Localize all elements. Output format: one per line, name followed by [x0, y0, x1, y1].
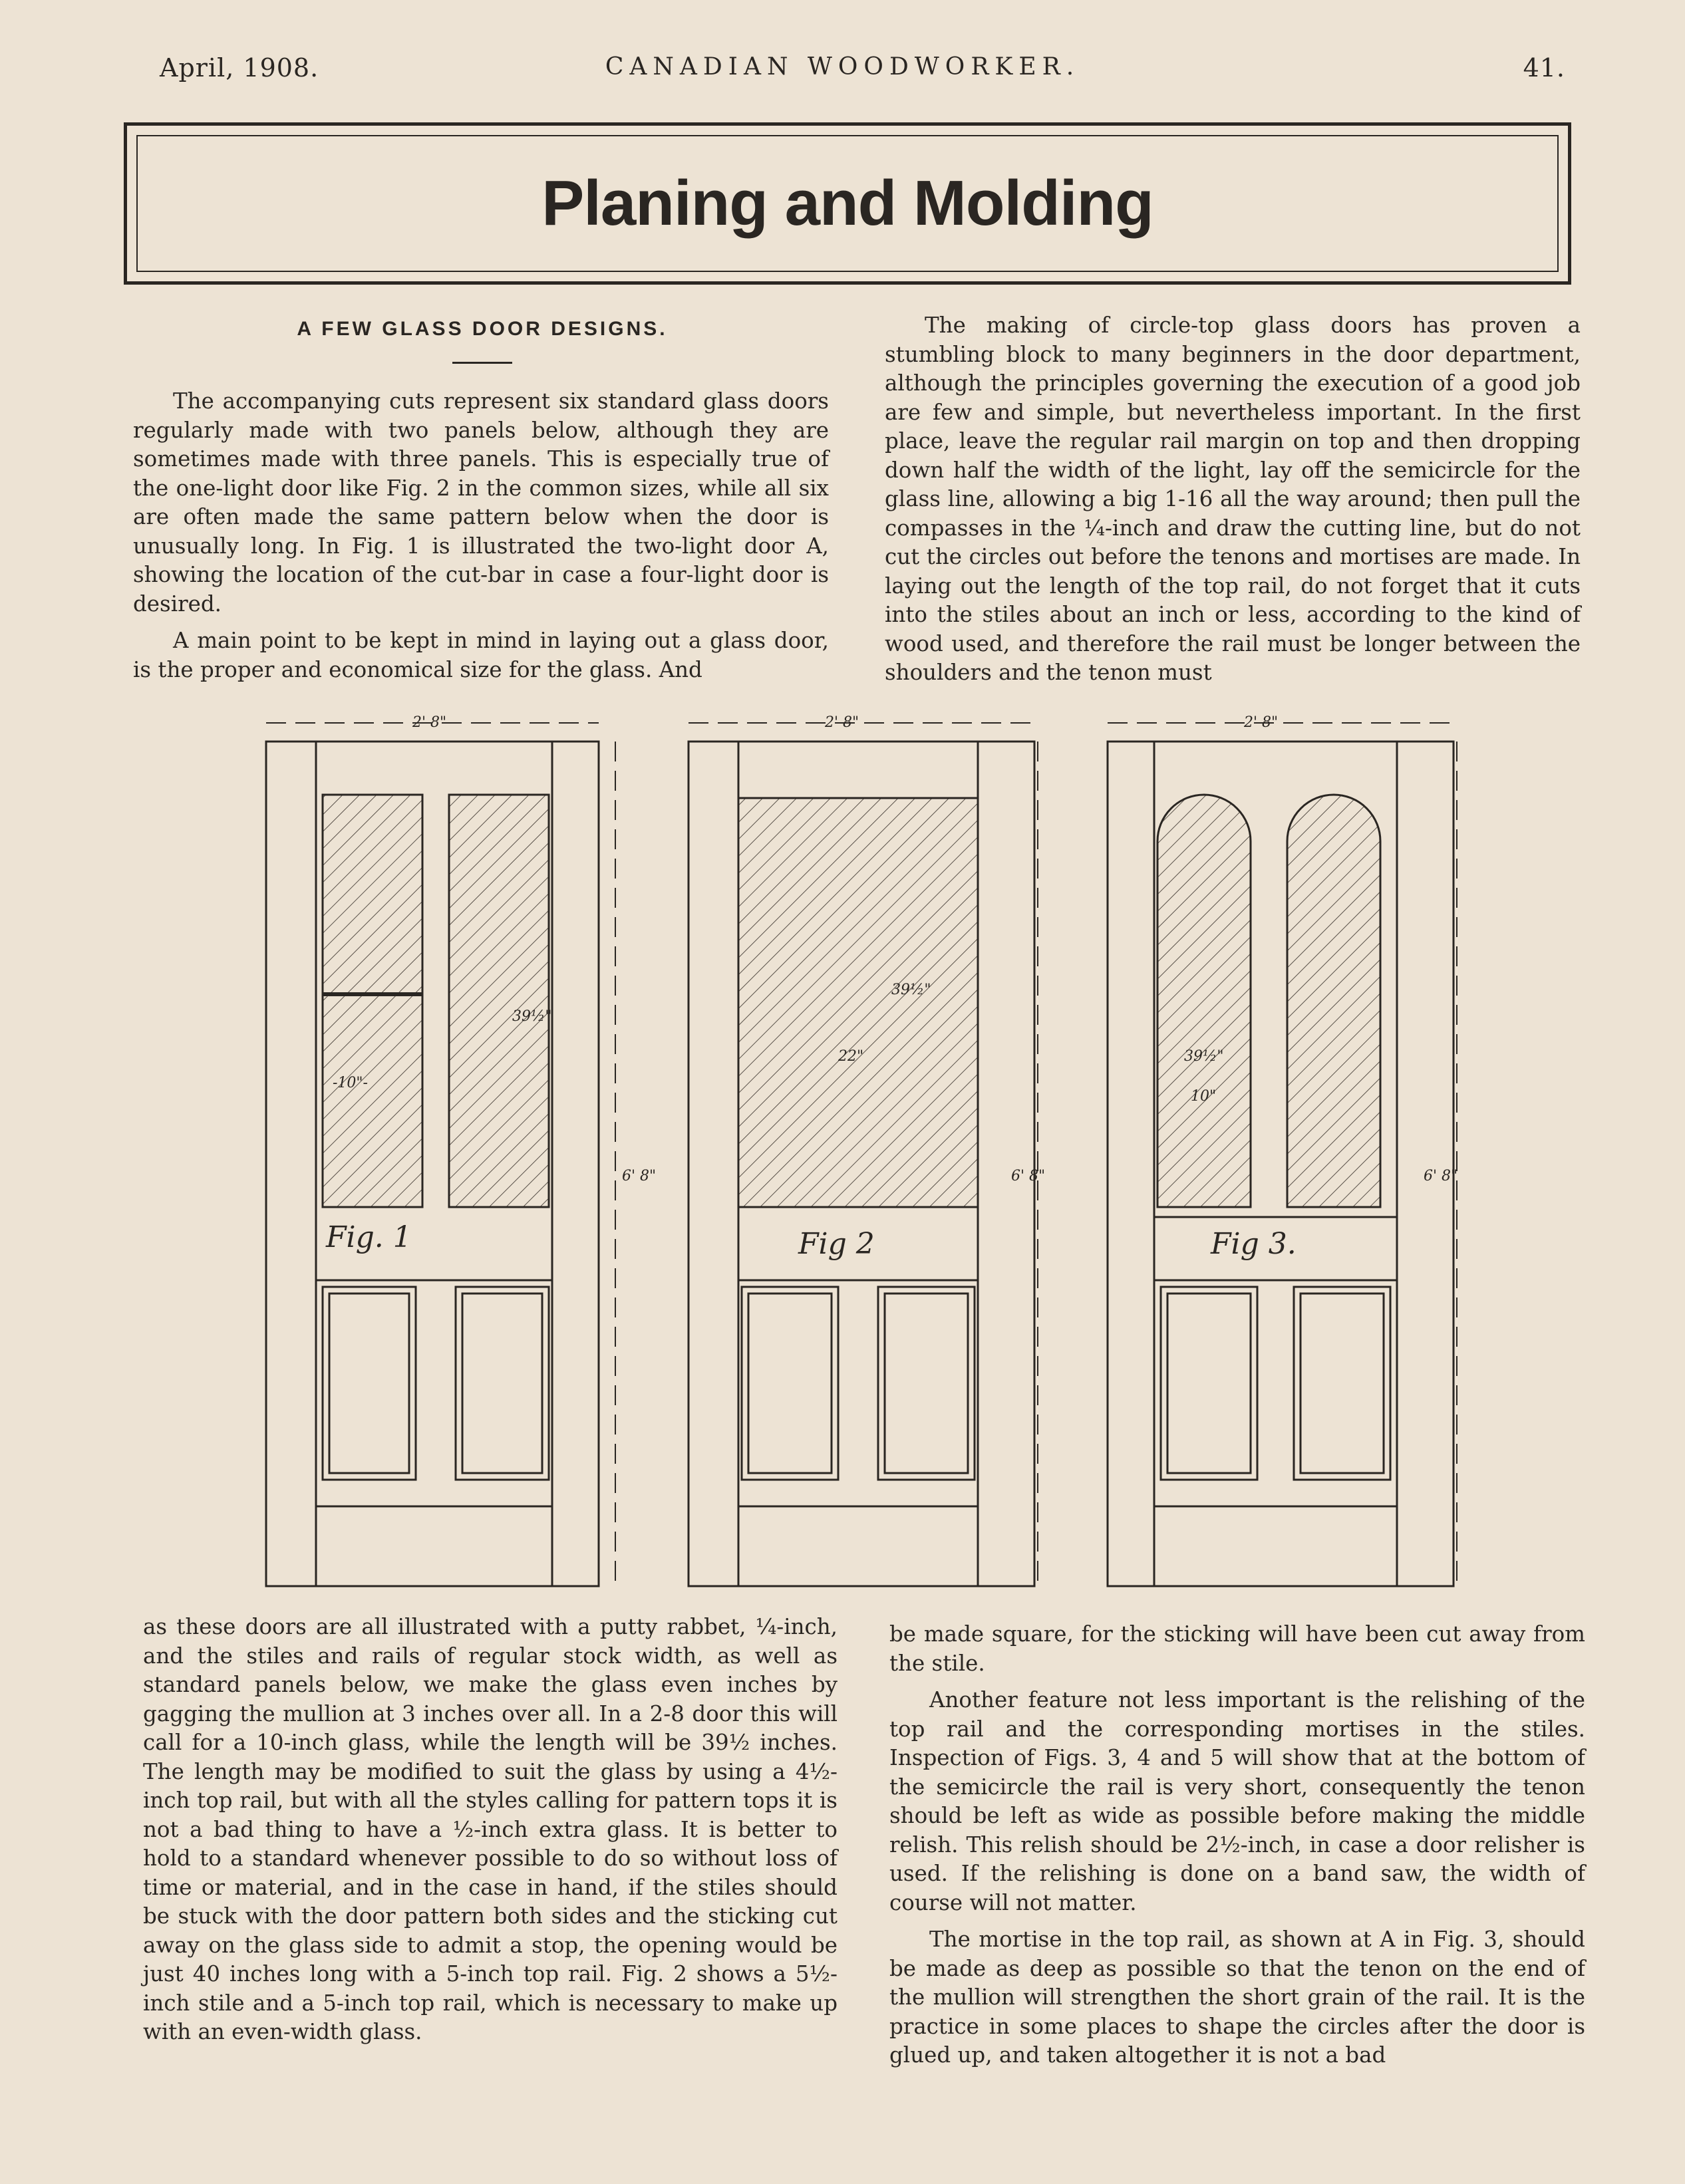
article-heading: A FEW GLASS DOOR DESIGNS.	[297, 318, 668, 340]
paragraph: be made square, for the sticking will have been cut away from the stile.	[889, 1621, 1585, 1676]
article-column-3	[143, 1613, 838, 2055]
fig3-door	[1108, 715, 1457, 1586]
fig1-width: 2' 8"	[412, 715, 447, 731]
section-banner	[124, 122, 1571, 285]
article-column-4	[889, 1620, 1585, 2078]
fig2-width: 2' 8"	[825, 715, 859, 731]
fig1-glass-length: 39½"	[512, 1008, 552, 1025]
door-diagrams	[253, 715, 1463, 1606]
fig2-height: 6' 8"	[1011, 1168, 1046, 1184]
fig2-glass-width: 22"	[838, 1048, 864, 1065]
section-title: Planing and Molding	[541, 168, 1153, 239]
fig2-door	[689, 715, 1045, 1586]
fig1-label: Fig. 1	[326, 1220, 412, 1254]
article-column-2	[885, 311, 1581, 696]
paragraph: A main point to be kept in mind in laying out a glass door, is the proper and economical size for the glass. And	[133, 628, 829, 682]
paragraph: Another feature not less important is the relishing of the top rail and the corresponding mortises in the stiles. Inspection of Figs. 3, 4 and 5 will show that at the bottom of the semicircle the rail is very short, consequently the tenon should be left as wide as possible before making the middle relish. This relish should be 2½-inch, in case a door relisher is used. If the relishing is done on a band saw, the width of course will not matter.	[889, 1687, 1585, 1915]
paragraph: as these doors are all illustrated with a putty rabbet, ¼-inch, and the stiles and rails of regular stock width, as well as standard panels below, we make the glass even inches by gagging the mullion at 3 inches over all. In a 2-8 door this will call for a 10-inch glass, while the length will be 39½ inches. The length may be modified to suit the glass by using a 4½-inch top rail, but with all the styles calling for pattern tops it is not a bad thing to have a ½-inch extra glass. It is better to hold to a standard whenever possible to do so without loss of time or material, and in the case in hand, if the stiles should be stuck with the door pattern both sides and the sticking cut away on the glass side to admit a stop, the opening would be just 40 inches long with a 5-inch top rail. Fig. 2 shows a 5½-inch stile and a 5-inch top rail, which is necessary to make up with an even-width glass.	[143, 1614, 838, 2044]
heading-rule	[452, 362, 512, 364]
article-column-1	[133, 387, 829, 692]
fig1-glass-width: -10"-	[333, 1075, 368, 1091]
fig3-height: 6' 8"	[1424, 1168, 1458, 1184]
fig3-label: Fig 3.	[1211, 1227, 1297, 1261]
paragraph: The accompanying cuts represent six standard glass doors regularly made with two panels below, although they are sometimes made with three panels. This is especially true of the one-light door like Fig. 2 in the common sizes, while all six are often made the same pattern below when the door is unusually long. In Fig. 1 is illustrated the two-light door A, showing the location of the cut-bar in case a four-light door is desired.	[133, 388, 829, 616]
fig1-height: 6' 8"	[622, 1168, 657, 1184]
paragraph: The mortise in the top rail, as shown at A in Fig. 3, should be made as deep as possible so that the tenon on the end of the mullion will strengthen the short grain of the rail. It is the practice in some places to shape the circles after the door is glued up, and taken altogether it is not a bad	[889, 1927, 1585, 2068]
fig1-door	[266, 715, 656, 1586]
fig3-glass-length: 39½"	[1184, 1048, 1224, 1065]
fig3-width: 2' 8"	[1244, 715, 1279, 731]
paragraph: The making of circle-top glass doors has proven a stumbling block to many beginners in the door department, although the principles governing the execution of a good job are few and simple, but nevertheless important. In the first place, leave the regular rail margin on top and then dropping down half the width of the light, lay off the semicircle for the glass line, allowing a big 1-16 all the way around; then pull the compasses in the ¼-inch and draw the cutting line, but do not cut the circles out before the tenons and mortises are made. In laying out the length of the top rail, do not forget that it cuts into the stiles about an inch or less, according to the kind of wood used, and therefore the rail must be longer between the shoulders and the tenon must	[885, 313, 1581, 685]
page-number: 41.	[1523, 53, 1565, 82]
fig3-glass-width: 10"	[1191, 1088, 1217, 1105]
fig2-label: Fig 2	[798, 1227, 875, 1261]
issue-date: April, 1908.	[160, 53, 319, 82]
magazine-title: CANADIAN WOODWORKER.	[605, 53, 1080, 80]
fig2-glass-length: 39½"	[891, 982, 931, 998]
